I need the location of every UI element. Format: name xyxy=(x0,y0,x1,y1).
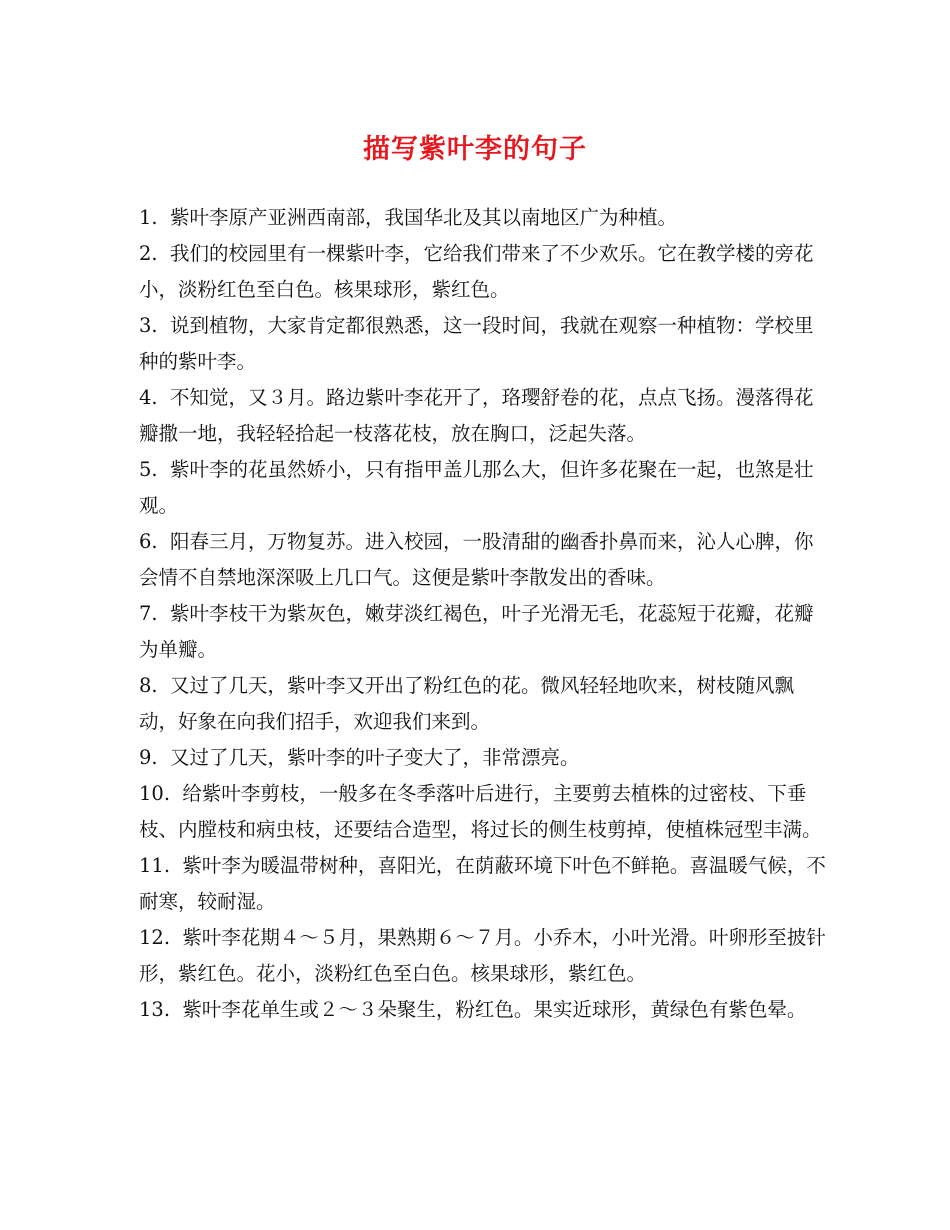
item-text: 紫叶李的花虽然娇小，只有指甲盖儿那么大，但许多花聚在一起，也煞是壮观。 xyxy=(139,458,814,517)
item-number: 11. xyxy=(139,854,171,877)
item-text: 说到植物，大家肯定都很熟悉，这一段时间，我就在观察一种植物：学校里种的紫叶李。 xyxy=(139,314,814,373)
item-text: 阳春三月，万物复苏。进入校园，一股清甜的幽香扑鼻而来，沁人心脾，你会情不自禁地深深吸上几口气。这便是紫叶李散发出的香味。 xyxy=(139,530,814,589)
item-number: 12. xyxy=(139,926,171,949)
sentence-list xyxy=(139,200,829,1028)
item-text: 紫叶李花期４～５月，果熟期６～７月。小乔木，小叶光滑。叶卵形至披针形，紫红色。花小，淡粉红色至白色。核果球形，紫红色。 xyxy=(139,926,826,985)
list-item xyxy=(139,740,829,776)
list-item xyxy=(139,848,829,920)
item-text: 我们的校园里有一棵紫叶李，它给我们带来了不少欢乐。它在教学楼的旁花小，淡粉红色至白色。核果球形，紫红色。 xyxy=(139,242,814,301)
item-number: 1. xyxy=(139,206,158,229)
list-item xyxy=(139,776,829,848)
list-item xyxy=(139,668,829,740)
item-text: 又过了几天，紫叶李的叶子变大了，非常漂亮。 xyxy=(170,746,580,769)
page-title: 描写紫叶李的句子 xyxy=(363,134,587,165)
item-number: 7. xyxy=(139,602,158,625)
item-text: 紫叶李枝干为紫灰色，嫩芽淡红褐色，叶子光滑无毛，花蕊短于花瓣，花瓣为单瓣。 xyxy=(139,602,814,661)
list-item xyxy=(139,236,829,308)
list-item xyxy=(139,380,829,452)
item-number: 5. xyxy=(139,458,158,481)
item-number: 10. xyxy=(139,782,171,805)
item-text: 又过了几天，紫叶李又开出了粉红色的花。微风轻轻地吹来，树枝随风飘动，好象在向我们招手，欢迎我们来到。 xyxy=(139,674,795,733)
item-text: 紫叶李为暖温带树种，喜阳光，在荫蔽环境下叶色不鲜艳。喜温暖气候，不耐寒，较耐湿。 xyxy=(139,854,826,913)
list-item xyxy=(139,992,829,1028)
item-number: 9. xyxy=(139,746,158,769)
item-number: 8. xyxy=(139,674,158,697)
list-item xyxy=(139,452,829,524)
item-text: 给紫叶李剪枝，一般多在冬季落叶后进行，主要剪去植株的过密枝、下垂枝、内膛枝和病虫枝，还要结合造型，将过长的侧生枝剪掉，使植株冠型丰满。 xyxy=(139,782,822,841)
list-item xyxy=(139,920,829,992)
item-number: 2. xyxy=(139,242,158,265)
list-item xyxy=(139,524,829,596)
item-number: 4. xyxy=(139,386,158,409)
list-item xyxy=(139,596,829,668)
item-text: 紫叶李花单生或２～３朵聚生，粉红色。果实近球形，黄绿色有紫色晕。 xyxy=(182,998,807,1021)
item-text: 不知觉，又３月。路边紫叶李花开了，珞璎舒卷的花，点点飞扬。漫落得花瓣撒一地，我轻轻拾起一枝落花枝，放在胸口，泛起失落。 xyxy=(139,386,814,445)
list-item xyxy=(139,200,829,236)
item-number: 3. xyxy=(139,314,158,337)
item-text: 紫叶李原产亚洲西南部，我国华北及其以南地区广为种植。 xyxy=(170,206,678,229)
item-number: 13. xyxy=(139,998,171,1021)
item-number: 6. xyxy=(139,530,158,553)
list-item xyxy=(139,308,829,380)
